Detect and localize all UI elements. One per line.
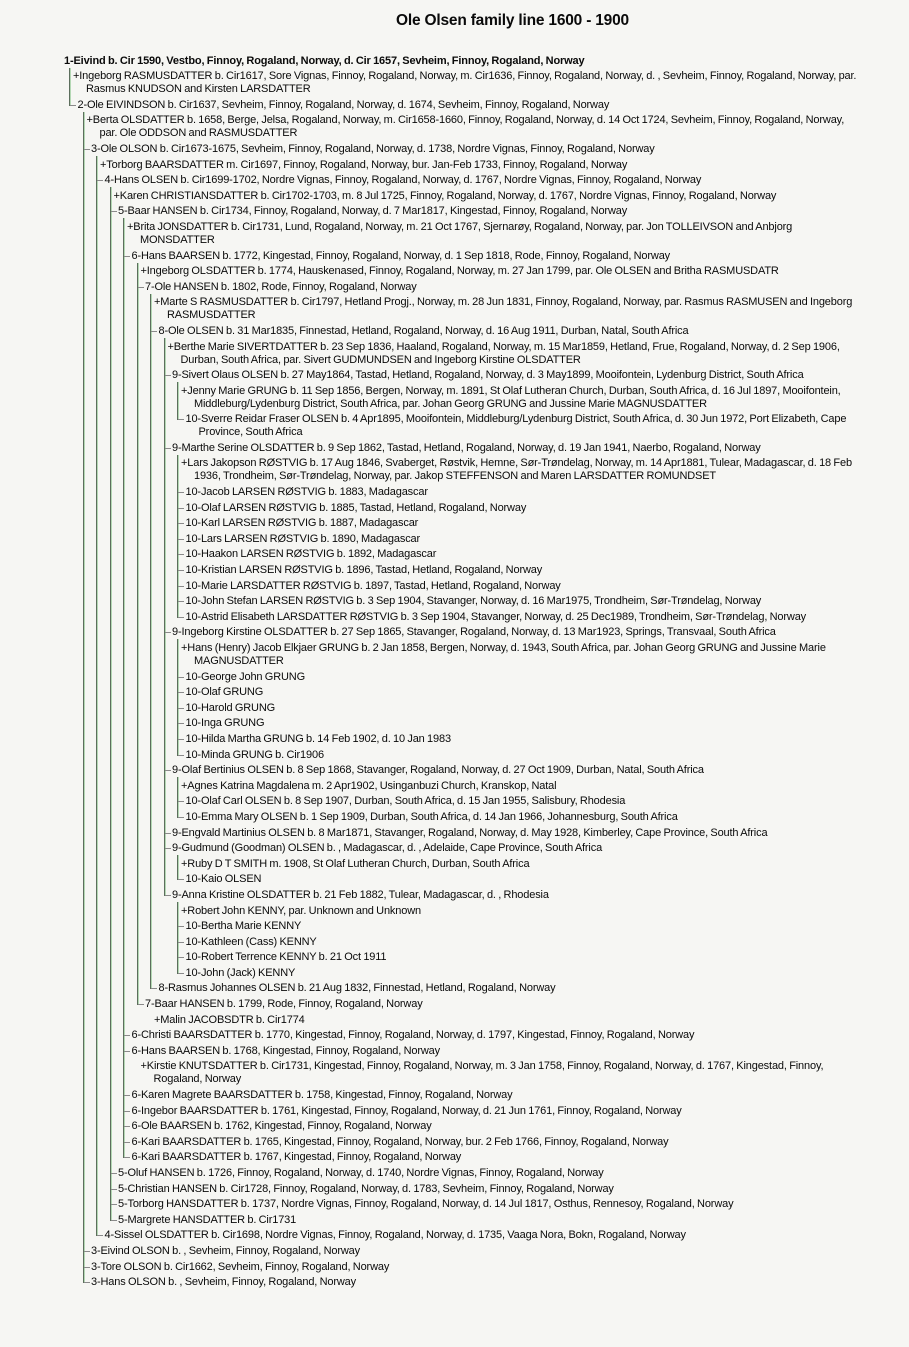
tree-entry-person: 1-Eivind b. Cir 1590, Vestbo, Finnoy, Rogaland, Norway, d. Cir 1657, Sevheim, Finnoy, Rogaland, Norway bbox=[64, 54, 585, 67]
report-title: Ole Olsen family line 1600 - 1900 bbox=[396, 12, 629, 29]
tree-entry-spouse: +Karen CHRISTIANSDATTER b. Cir1702-1703, m. 8 Jul 1725, Finnoy, Rogaland, Norway, d. 1767, Nordre Vignas, Finnoy, Rogaland, Norway bbox=[113, 189, 777, 202]
tree-entry-person: 8-Rasmus Johannes OLSEN b. 21 Aug 1832, Finnestad, Hetland, Rogaland, Norway bbox=[158, 982, 556, 995]
tree-entry-person: 9-Olaf Bertinius OLSEN b. 8 Sep 1868, Stavanger, Rogaland, Norway, d. 27 Oct 1909, Durban, Natal, South Africa bbox=[172, 764, 704, 777]
tree-entry-person: 10-Marie LARSDATTER RØSTVIG b. 1897, Tastad, Hetland, Rogaland, Norway bbox=[185, 579, 561, 592]
tree-entry-person: 7-Ole HANSEN b. 1802, Rode, Finnoy, Rogaland, Norway bbox=[145, 280, 417, 293]
tree-entry-person: 4-Hans OLSEN b. Cir1699-1702, Nordre Vignas, Finnoy, Rogaland, Norway, d. 1767, Nordre Vignas, Finnoy, Rogaland, Norway bbox=[104, 174, 702, 187]
tree-entry-person: 10-George John GRUNG bbox=[185, 670, 305, 683]
tree-entry-person: 10-Kristian LARSEN RØSTVIG b. 1896, Tastad, Hetland, Rogaland, Norway bbox=[185, 564, 543, 577]
family-tree-outline bbox=[0, 30, 863, 1289]
tree-entry-person: 10-Olaf LARSEN RØSTVIG b. 1885, Tastad, Hetland, Rogaland, Norway bbox=[185, 501, 527, 514]
tree-entry-person: 10-Hilda Martha GRUNG b. 14 Feb 1902, d. 10 Jan 1983 bbox=[185, 732, 451, 745]
tree-entry-person: 10-Bertha Marie KENNY bbox=[185, 920, 302, 933]
tree-entry-person: 10-Harold GRUNG bbox=[185, 701, 276, 714]
tree-entry-spouse: +Malin JACOBSDTR b. Cir1774 bbox=[154, 1013, 305, 1026]
tree-entry-spouse: +Marte S RASMUSDATTER b. Cir1797, Hetland Progj., Norway, m. 28 Jun 1831, Finnoy, Rogaland, Norway, par. Rasmus RASMUSEN and Ingeborg RASMUSDATTER bbox=[154, 296, 853, 322]
tree-entry-person: 10-Emma Mary OLSEN b. 1 Sep 1909, Durban, South Africa, d. 14 Jan 1966, Johannesburg, South Africa bbox=[185, 810, 678, 823]
tree-entry-person: 10-Olaf Carl OLSEN b. 8 Sep 1907, Durban, South Africa, d. 15 Jan 1955, Salisbury, Rhodesia bbox=[185, 795, 626, 808]
tree-entry-spouse: +Ingeborg OLSDATTER b. 1774, Hauskenased, Finnoy, Rogaland, Norway, m. 27 Jan 1799, par. Ole OLSEN and Britha RASMUSDATR bbox=[140, 265, 779, 278]
tree-entry-spouse: +Berta OLSDATTER b. 1658, Berge, Jelsa, Rogaland, Norway, m. Cir1658-1660, Finnoy, Rogaland, Norway, d. 14 Oct 1724, Sevheim, Finnoy, Rogaland, Norway, par. Ole ODDSON and RASMUSDATTER bbox=[86, 114, 845, 140]
tree-entry-person: 8-Ole OLSEN b. 31 Mar1835, Finnestad, Hetland, Rogaland, Norway, d. 16 Aug 1911, Durban, Natal, South Africa bbox=[158, 324, 689, 337]
tree-entry-spouse: +Kirstie KNUTSDATTER b. Cir1731, Kingestad, Finnoy, Rogaland, Norway, m. 3 Jan 1758, Finnoy, Rogaland, Norway, d. 1767, Kingestad, Finnoy, Rogaland, Norway bbox=[140, 1060, 824, 1086]
tree-entry-person: 9-Marthe Serine OLSDATTER b. 9 Sep 1862, Tastad, Hetland, Rogaland, Norway, d. 19 Jan 1941, Naerbo, Rogaland, Norway bbox=[172, 441, 761, 454]
tree-entry-person: 10-Minda GRUNG b. Cir1906 bbox=[185, 748, 324, 761]
tree-entry-person: 9-Gudmund (Goodman) OLSEN b. , Madagascar, d. , Adelaide, Cape Province, South Africa bbox=[172, 842, 603, 855]
tree-entry-spouse: +Ruby D T SMITH m. 1908, St Olaf Lutheran Church, Durban, South Africa bbox=[181, 857, 530, 870]
tree-entry-person: 9-Anna Kristine OLSDATTER b. 21 Feb 1882, Tulear, Madagascar, d. , Rhodesia bbox=[172, 888, 549, 901]
tree-entry-person: 7-Baar HANSEN b. 1799, Rode, Finnoy, Rogaland, Norway bbox=[145, 998, 423, 1011]
tree-entry-person: 5-Margrete HANSDATTER b. Cir1731 bbox=[118, 1213, 297, 1226]
tree-entry-person: 6-Christi BAARSDATTER b. 1770, Kingestad, Finnoy, Rogaland, Norway, d. 1797, Kingestad, Finnoy, Rogaland, Norway bbox=[131, 1029, 695, 1042]
tree-entry-person: 5-Torborg HANSDATTER b. 1737, Nordre Vignas, Finnoy, Rogaland, Norway, d. 14 Jul 1817, Osthus, Rennesoy, Rogaland, Norway bbox=[118, 1198, 734, 1211]
tree-entry-person: 5-Oluf HANSEN b. 1726, Finnoy, Rogaland, Norway, d. 1740, Nordre Vignas, Finnoy, Rogaland, Norway bbox=[118, 1167, 604, 1179]
tree-entry-person: 5-Christian HANSEN b. Cir1728, Finnoy, Rogaland, Norway, d. 1783, Sevheim, Finnoy, Rogaland, Norway bbox=[118, 1182, 614, 1195]
tree-entry-person: 3-Hans OLSON b. , Sevheim, Finnoy, Rogaland, Norway bbox=[91, 1276, 356, 1289]
tree-entry-person: 10-Kathleen (Cass) KENNY bbox=[185, 935, 317, 948]
tree-entry-person: 10-Robert Terrence KENNY b. 21 Oct 1911 bbox=[185, 951, 387, 964]
tree-entry-spouse: +Ingeborg RASMUSDATTER b. Cir1617, Sore Vignas, Finnoy, Rogaland, Norway, m. Cir1636, Finnoy, Rogaland, Norway, d. , Sevheim, Finnoy, Rogaland, Norway, par. Rasmus KNUDSON and Kirsten LARSDATTER bbox=[73, 70, 857, 96]
tree-entry-person: 4-Sissel OLSDATTER b. Cir1698, Nordre Vignas, Finnoy, Rogaland, Norway, d. 1735, Vaaga Nora, Bokn, Rogaland, Norway bbox=[104, 1229, 686, 1242]
tree-entry-person: 10-Astrid Elisabeth LARSDATTER RØSTVIG b. 3 Sep 1904, Stavanger, Norway, d. 25 Dec1989, Trondheim, Sør-Trøndelag, Norway bbox=[185, 610, 807, 623]
tree-entry-person: 9-Sivert Olaus OLSEN b. 27 May1864, Tastad, Hetland, Rogaland, Norway, d. 3 May1899, Mooifontein, Lydenburg District, South Africa bbox=[172, 369, 804, 382]
tree-entry-person: 6-Ingebor BAARSDATTER b. 1761, Kingestad, Finnoy, Rogaland, Norway, d. 21 Jun 1761, Finnoy, Rogaland, Norway bbox=[131, 1104, 682, 1117]
tree-entry-person: 10-John (Jack) KENNY bbox=[185, 966, 296, 979]
tree-entry-person: 6-Ole BAARSEN b. 1762, Kingestad, Finnoy, Rogaland, Norway bbox=[131, 1120, 432, 1133]
tree-entry-person: 10-Inga GRUNG bbox=[185, 717, 265, 730]
tree-entry-person: 3-Ole OLSON b. Cir1673-1675, Sevheim, Finnoy, Rogaland, Norway, d. 1738, Nordre Vignas, Finnoy, Rogaland, Norway bbox=[91, 142, 655, 155]
tree-entry-person: 6-Hans BAARSEN b. 1772, Kingestad, Finnoy, Rogaland, Norway, d. 1 Sep 1818, Rode, Finnoy, Rogaland, Norway bbox=[131, 249, 671, 262]
tree-entry-person: 10-Lars LARSEN RØSTVIG b. 1890, Madagascar bbox=[185, 532, 421, 545]
tree-entry-person: 6-Kari BAARSDATTER b. 1765, Kingestad, Finnoy, Rogaland, Norway, bur. 2 Feb 1766, Finnoy, Rogaland, Norway bbox=[131, 1135, 669, 1148]
tree-entry-spouse: +Torborg BAARSDATTER m. Cir1697, Finnoy, Rogaland, Norway, bur. Jan-Feb 1733, Finnoy, Rogaland, Norway bbox=[100, 158, 628, 171]
tree-entry-person: 6-Hans BAARSEN b. 1768, Kingestad, Finnoy, Rogaland, Norway bbox=[131, 1044, 440, 1057]
tree-entry-person: 10-Karl LARSEN RØSTVIG b. 1887, Madagascar bbox=[185, 517, 419, 530]
tree-entry-spouse: +Lars Jakopson RØSTVIG b. 17 Aug 1846, Svaberget, Røstvik, Hemne, Sør-Trøndelag, Norway, m. 14 Apr1881, Tulear, Madagascar, d. 18 Feb 1936, Trondheim, Sør-Trøndelag, Norway, par. Jakop STEFFENSON and Maren LARSDATTER ROMUNDSET bbox=[181, 457, 852, 483]
tree-entry-person: 6-Kari BAARSDATTER b. 1767, Kingestad, Finnoy, Rogaland, Norway bbox=[131, 1151, 462, 1164]
tree-entry-spouse: +Jenny Marie GRUNG b. 11 Sep 1856, Bergen, Norway, m. 1891, St Olaf Lutheran Church, Durban, South Africa, d. 16 Jul 1897, Mooifontein, Middleburg/Lydenburg District, South Africa, par. Johan Georg GRUNG and Jussine Marie MAGNUSDATTER bbox=[181, 384, 841, 410]
tree-entry-person: 10-Haakon LARSEN RØSTVIG b. 1892, Madagascar bbox=[185, 548, 437, 561]
tree-entry-person: 3-Tore OLSON b. Cir1662, Sevheim, Finnoy, Rogaland, Norway bbox=[91, 1260, 390, 1273]
tree-entry-person: 10-Olaf GRUNG bbox=[185, 686, 264, 699]
tree-entry-person: 3-Eivind OLSON b. , Sevheim, Finnoy, Rogaland, Norway bbox=[91, 1244, 360, 1257]
tree-entry-spouse: +Agnes Katrina Magdalena m. 2 Apr1902, Usinganbuzi Church, Kranskop, Natal bbox=[181, 779, 557, 792]
tree-entry-person: 10-Kaio OLSEN bbox=[185, 873, 262, 886]
tree-entry-person: 10-Jacob LARSEN RØSTVIG b. 1883, Madagascar bbox=[185, 486, 428, 499]
tree-entry-person: 5-Baar HANSEN b. Cir1734, Finnoy, Rogaland, Norway, d. 7 Mar1817, Kingestad, Finnoy, Rogaland, Norway bbox=[118, 205, 628, 218]
tree-entry-person: 10-John Stefan LARSEN RØSTVIG b. 3 Sep 1904, Stavanger, Norway, d. 16 Mar1975, Trondheim, Sør-Trøndelag, Norway bbox=[185, 595, 762, 608]
tree-entry-person: 9-Ingeborg Kirstine OLSDATTER b. 27 Sep 1865, Stavanger, Rogaland, Norway, d. 13 Mar1923, Springs, Transvaal, South Africa bbox=[172, 626, 776, 639]
tree-entry-person: 6-Karen Magrete BAARSDATTER b. 1758, Kingestad, Finnoy, Rogaland, Norway bbox=[131, 1089, 513, 1102]
tree-entry-person: 10-Sverre Reidar Fraser OLSEN b. 4 Apr1895, Mooifontein, Middleburg/Lydenburg District, South Africa, d. 30 Jun 1972, Port Elizabeth, Cape Province, South Africa bbox=[185, 413, 847, 439]
tree-entry-spouse: +Hans (Henry) Jacob Elkjaer GRUNG b. 2 Jan 1858, Bergen, Norway, d. 1943, South Africa, par. Johan Georg GRUNG and Jussine Marie MAGNUSDATTER bbox=[181, 642, 826, 667]
tree-entry-spouse: +Berthe Marie SIVERTDATTER b. 23 Sep 1836, Haaland, Rogaland, Norway, m. 15 Mar1859, Hetland, Frue, Rogaland, Norway, d. 2 Sep 1906, Durban, South Africa, par. Sivert GUDMUNDSEN and Ingeborg Kirstine OLSDATTER bbox=[167, 340, 840, 366]
tree-entry-person: 9-Engvald Martinius OLSEN b. 8 Mar1871, Stavanger, Rogaland, Norway, d. May 1928, Kimberley, Cape Province, South Africa bbox=[172, 826, 768, 839]
tree-entry-person: 2-Ole EIVINDSON b. Cir1637, Sevheim, Finnoy, Rogaland, Norway, d. 1674, Sevheim, Finnoy, Rogaland, Norway bbox=[77, 98, 610, 111]
tree-entry-spouse: +Brita JONSDATTER b. Cir1731, Lund, Rogaland, Norway, m. 21 Oct 1767, Sjernarøy, Rogaland, Norway, par. Jon TOLLEIVSON and Anbjorg MONSDATTER bbox=[127, 220, 793, 246]
tree-entry-spouse: +Robert John KENNY, par. Unknown and Unknown bbox=[181, 904, 421, 917]
